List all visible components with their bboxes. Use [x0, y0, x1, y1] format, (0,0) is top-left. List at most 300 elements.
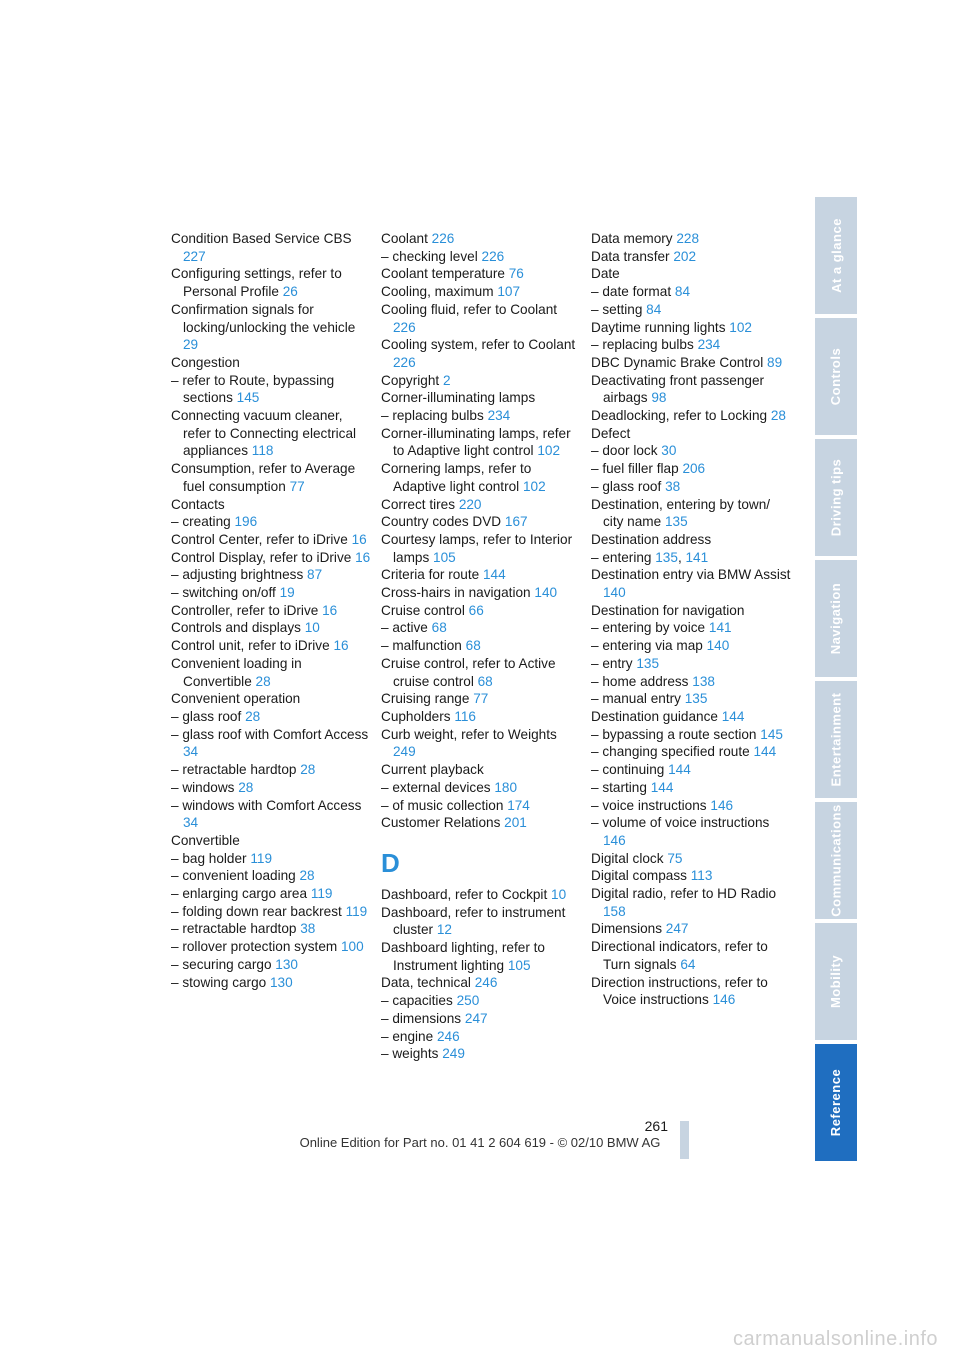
index-entry-text: Criteria for route [381, 567, 480, 583]
index-entry [381, 974, 581, 992]
index-entry [171, 708, 371, 726]
page-ref-link[interactable]: 144 [668, 762, 691, 778]
index-entry [171, 230, 371, 265]
index-entry-text: Cornering lamps, refer to Adaptive light control [381, 461, 532, 494]
index-entry-text: Cooling fluid, refer to Coolant [381, 301, 558, 317]
page-ref-link[interactable]: 84 [674, 284, 691, 300]
index-entry [171, 566, 371, 584]
page-ref-link[interactable]: 228 [676, 231, 700, 246]
index-entry-text: – active [381, 620, 428, 636]
index-entry-text: – glass roof [591, 478, 662, 494]
index-entry-text: Dashboard lighting, refer to Instrument lighting [381, 940, 545, 973]
section-tabs [815, 197, 857, 1165]
index-entry-text: Deactivating front passenger airbags [591, 372, 765, 406]
page-ref-link[interactable]: 87 [307, 567, 323, 583]
index-entry [591, 885, 791, 920]
index-entry [591, 655, 791, 673]
page-ref-link[interactable]: 105 [433, 549, 456, 565]
page-ref-link[interactable]: 119 [310, 886, 333, 902]
index-entry [591, 478, 791, 496]
page-ref-link[interactable]: 140 [534, 585, 558, 601]
index-entry-text: – home address [591, 673, 689, 689]
index-entry-text: – engine [381, 1028, 434, 1044]
tab-entertainment[interactable] [815, 681, 857, 798]
index-entry-text: Consumption, refer to Average fuel consumption [171, 461, 356, 494]
page-ref-link[interactable]: 119 [345, 903, 368, 919]
index-entry [591, 602, 791, 620]
index-entry [591, 814, 791, 849]
tab-navigation[interactable] [815, 560, 857, 677]
index-entry [591, 797, 791, 815]
page-ref-link[interactable]: 102 [537, 443, 561, 459]
tab-label: Driving tips [828, 458, 844, 537]
page-ref-link[interactable]: 145 [236, 390, 260, 406]
index-entry [381, 1045, 581, 1063]
index-entry [171, 584, 371, 602]
index-entry-text: Directional indicators, refer to Turn signals [591, 939, 768, 972]
page-ref-link[interactable]: 12 [436, 922, 452, 938]
index-entry [171, 867, 371, 885]
index-entry [171, 938, 371, 956]
index-entry [591, 637, 791, 655]
index-entry-text: Cruise control [381, 602, 465, 618]
index-entry [381, 619, 581, 637]
page-ref-link[interactable]: 234 [487, 408, 511, 424]
tab-controls[interactable] [815, 318, 857, 435]
index-entry [171, 797, 371, 832]
index-entry-text: Destination, entering by town/ city name [591, 496, 771, 530]
index-entry [381, 301, 581, 336]
index-entry [171, 460, 371, 495]
page-ref-link[interactable]: 140 [603, 585, 626, 601]
index-entry-text: Dimensions [591, 921, 663, 937]
index-entry-text: – continuing [591, 762, 665, 778]
index-entry-text: Controller, refer to iDrive [171, 602, 319, 618]
index-entry-text: – refer to Route, bypassing sections [171, 372, 335, 406]
page-ref-link[interactable]: 130 [270, 974, 293, 990]
page-ref-link[interactable]: 89 [767, 354, 783, 370]
index-entry [381, 886, 581, 904]
page-ref-link[interactable]: 226 [431, 231, 455, 246]
index-entry [381, 460, 581, 495]
index-entry-text: – replacing bulbs [381, 408, 484, 424]
index-entry [171, 885, 371, 903]
index-column-1 [171, 230, 371, 991]
index-entry [381, 761, 581, 779]
index-entry [381, 425, 581, 460]
page-ref-link[interactable]: 206 [682, 461, 706, 477]
page-ref-link[interactable]: 10 [304, 620, 320, 636]
index-entry-text: – retractable hardtop [171, 762, 297, 778]
page-ref-link[interactable]: 16 [333, 638, 349, 654]
index-entry [591, 248, 791, 266]
page-ref-link[interactable]: 68 [477, 673, 493, 689]
index-entry-text: – capacities [381, 993, 453, 1009]
tab-mobility[interactable] [815, 923, 857, 1040]
page-ref-link[interactable]: 77 [473, 691, 489, 707]
index-entry [591, 867, 791, 885]
index-entry-text: Cruise control, refer to Active cruise control [381, 655, 556, 689]
index-entry-text: – rollover protection system [171, 939, 338, 955]
index-column-2 [381, 230, 581, 1063]
page-ref-link[interactable]: 146 [603, 832, 626, 848]
index-entry [591, 974, 791, 1009]
index-entry-text: Data transfer [591, 248, 670, 264]
index-entry [381, 690, 581, 708]
index-entry-text: – securing cargo [171, 956, 272, 972]
page-ref-link[interactable]: 226 [481, 248, 505, 264]
page-ref-link[interactable]: 158 [603, 903, 626, 919]
page-ref-link[interactable]: 135 [636, 655, 660, 671]
index-entry-text: – switching on/off [171, 585, 276, 601]
index-entry [591, 743, 791, 761]
page-ref-link[interactable]: 246 [474, 975, 498, 991]
index-entry-text: – folding down rear backrest [171, 903, 342, 919]
index-entry [171, 407, 371, 460]
index-entry-text: Curb weight, refer to Weights [381, 726, 557, 742]
index-entry-text: Dashboard, refer to Cockpit [381, 886, 548, 902]
index-entry [381, 779, 581, 797]
index-entry [591, 673, 791, 691]
index-entry [381, 1010, 581, 1028]
page-ref-link[interactable]: 76 [508, 266, 524, 282]
tab-driving-tips[interactable] [815, 439, 857, 556]
index-entry [171, 779, 371, 797]
index-entry [591, 407, 791, 425]
page-ref-link[interactable]: 28 [238, 779, 254, 795]
index-entry-text: – windows [171, 779, 235, 795]
index-entry [591, 531, 791, 549]
page-ref-link[interactable]: 28 [770, 408, 786, 424]
index-entry [171, 513, 371, 531]
index-entry-text: Control unit, refer to iDrive [171, 638, 330, 654]
page-ref-link[interactable]: 141 [708, 620, 732, 636]
index-entry-text: – checking level [381, 248, 478, 264]
page-ref-link[interactable]: 146 [712, 992, 736, 1008]
index-entry [381, 904, 581, 939]
index-entry [171, 832, 371, 850]
index-entry [171, 549, 371, 567]
index-entry [591, 372, 791, 407]
index-entry [171, 637, 371, 655]
tab-label: Reference [828, 1068, 844, 1137]
tab-communications[interactable] [815, 802, 857, 919]
index-entry [591, 566, 791, 601]
page-ref-link[interactable]: 113 [690, 868, 713, 884]
page-ref-link[interactable]: 68 [431, 620, 447, 636]
index-entry-text: Control Center, refer to iDrive [171, 531, 348, 547]
index-entry-text: Convertible [171, 832, 240, 848]
index-entry-text: Dashboard, refer to instrument cluster [381, 904, 566, 938]
tab-label: Mobility [828, 954, 844, 1009]
page-ref-link[interactable]: 247 [665, 921, 689, 937]
index-entry-text: Convenient loading in Convertible [171, 655, 302, 689]
index-entry [591, 442, 791, 460]
index-entry-text: – adjusting brightness [171, 567, 304, 583]
page-ref-link[interactable]: 118 [251, 443, 274, 459]
page-ref-link[interactable]: 107 [497, 284, 521, 300]
page-ref-link[interactable]: 138 [692, 673, 715, 689]
index-entry-text: – weights [381, 1046, 439, 1062]
index-entry [171, 301, 371, 354]
page-ref-link[interactable]: 68 [465, 638, 481, 654]
index-entry-text: – enlarging cargo area [171, 886, 308, 902]
page-ref-link[interactable]: 38 [665, 478, 681, 494]
page-ref-link[interactable]: 250 [456, 993, 480, 1009]
page-ref-link[interactable]: 10 [551, 886, 567, 902]
page-number: 261 [644, 1118, 668, 1134]
index-entry-text: – setting [591, 301, 643, 317]
index-entry-text: – stowing cargo [171, 974, 267, 990]
page-ref-link[interactable]: 98 [651, 390, 667, 406]
index-entry [381, 814, 581, 832]
page-ref-link[interactable]: 234 [697, 337, 721, 353]
tab-at-a-glance[interactable] [815, 197, 857, 314]
page-ref-link[interactable]: 135 [655, 549, 678, 565]
page-ref-link[interactable]: 249 [393, 744, 416, 760]
page-ref-link[interactable]: 141 [685, 549, 709, 565]
index-entry-text: Coolant [381, 231, 428, 246]
index-entry-text: DBC Dynamic Brake Control [591, 354, 764, 370]
index-entry-text: Digital compass [591, 868, 687, 884]
page-ref-link[interactable]: 227 [183, 248, 206, 264]
index-entry-text: – retractable hardtop [171, 921, 297, 937]
index-entry [171, 496, 371, 514]
index-entry-text: – volume of voice instructions [591, 815, 770, 831]
index-entry [381, 265, 581, 283]
index-entry [381, 992, 581, 1010]
page-ref-link[interactable]: 34 [183, 815, 199, 831]
tab-label: Entertainment [828, 692, 844, 787]
index-entry [381, 1028, 581, 1046]
page-ref-link[interactable]: 196 [234, 514, 258, 530]
index-entry-text: Correct tires [381, 496, 456, 512]
index-entry [171, 690, 371, 708]
page-ref-link[interactable]: 146 [710, 797, 734, 813]
page-ref-link[interactable]: 66 [468, 602, 484, 618]
page-ref-link[interactable]: 102 [522, 478, 546, 494]
index-entry-text: Corner-illuminating lamps [381, 390, 536, 406]
index-entry-text: – windows with Comfort Access [171, 797, 362, 813]
index-entry-text: – of music collection [381, 797, 504, 813]
page-ref-link[interactable]: 119 [250, 850, 273, 866]
page-ref-link[interactable]: 38 [300, 921, 316, 937]
index-entry-text: – entry [591, 655, 633, 671]
index-entry-text: – starting [591, 779, 647, 795]
index-entry [591, 726, 791, 744]
index-entry [381, 708, 581, 726]
index-entry [591, 265, 791, 283]
index-entry-text: – bypassing a route section [591, 726, 757, 742]
index-entry-text: Cupholders [381, 708, 451, 724]
index-entry-text: Cross-hairs in navigation [381, 585, 531, 601]
index-entry [591, 496, 791, 531]
index-entry-text: Daytime running lights [591, 319, 726, 335]
index-entry-text: Confirmation signals for locking/unlocking the vehicle [171, 301, 356, 335]
watermark: carmanualsonline.info [732, 1328, 938, 1350]
page-ref-link[interactable]: 140 [706, 638, 730, 654]
page-ref-link[interactable]: 201 [504, 815, 527, 831]
index-entry-text: Defect [591, 425, 631, 441]
index-entry-text: – fuel filler flap [591, 461, 679, 477]
index-entry [171, 531, 371, 549]
index-entry-text: Coolant temperature [381, 266, 505, 282]
index-entry [381, 602, 581, 620]
index-entry-text: – entering [591, 549, 652, 565]
page-ref-link[interactable]: 135 [684, 691, 708, 707]
index-entry [591, 301, 791, 319]
index-entry-text: Destination guidance [591, 708, 718, 724]
index-entry [381, 655, 581, 690]
page-ref-link[interactable]: 102 [729, 319, 752, 335]
index-entry [171, 602, 371, 620]
page-ref-link[interactable]: 202 [673, 248, 697, 264]
index-entry-text: Data, technical [381, 975, 471, 991]
index-entry-text: Courtesy lamps, refer to Interior lamps [381, 531, 573, 565]
page-ref-link[interactable]: 16 [351, 531, 367, 547]
index-entry [171, 974, 371, 992]
index-entry [381, 584, 581, 602]
page-ref-link[interactable]: 16 [322, 602, 338, 618]
page-ref-link[interactable]: 145 [760, 726, 783, 742]
index-entry [591, 319, 791, 337]
index-entry [381, 531, 581, 566]
index-entry [591, 336, 791, 354]
page-ref-link[interactable]: 100 [341, 939, 364, 955]
index-entry-text: Copyright [381, 372, 440, 388]
page-ref-link[interactable]: 247 [464, 1010, 488, 1026]
page-ref-link[interactable]: 135 [664, 514, 688, 530]
page-ref-link[interactable]: 105 [507, 957, 531, 973]
page-ref-link[interactable]: 2 [442, 372, 451, 388]
page-ref-link[interactable]: 34 [183, 744, 199, 760]
page-ref-link[interactable]: 144 [650, 779, 674, 795]
page-ref-link[interactable]: 144 [483, 567, 506, 583]
index-entry-text: Cruising range [381, 691, 470, 707]
index-entry [381, 372, 581, 390]
page-ref-link[interactable]: 226 [393, 354, 416, 370]
index-entry [381, 939, 581, 974]
index-entry-text: Congestion [171, 354, 240, 370]
index-entry-text: – external devices [381, 779, 491, 795]
index-entry [591, 619, 791, 637]
index-entry-text: – glass roof [171, 708, 242, 724]
tab-label: At a glance [828, 218, 844, 293]
index-entry [381, 230, 581, 248]
index-entry-text: – glass roof with Comfort Access [171, 726, 369, 742]
index-entry-text: – convenient loading [171, 868, 296, 884]
index-entry-text: Contacts [171, 496, 225, 512]
page-ref-link[interactable]: 64 [680, 956, 696, 972]
index-entry [591, 283, 791, 301]
page-ref-link[interactable]: 29 [183, 337, 199, 353]
index-entry [591, 690, 791, 708]
index-entry [591, 708, 791, 726]
page-ref-link[interactable]: 77 [289, 478, 305, 494]
page-ref-link[interactable]: 26 [282, 284, 298, 300]
page-ref-link[interactable]: 16 [355, 549, 371, 565]
page-ref-link[interactable]: 28 [300, 762, 316, 778]
index-entry [591, 850, 791, 868]
index-entry [381, 726, 581, 761]
index-entry [171, 619, 371, 637]
page-ref-link[interactable]: 84 [646, 301, 662, 317]
page-ref-link[interactable]: 220 [458, 496, 482, 512]
index-entry [591, 230, 791, 248]
index-entry [381, 637, 581, 655]
index-entry-text: Corner-illuminating lamps, refer to Adaptive light control [381, 425, 571, 459]
tab-label: Controls [828, 347, 844, 406]
page-ref-link[interactable]: 19 [279, 585, 295, 601]
index-entry [591, 761, 791, 779]
index-entry-text: Cooling, maximum [381, 284, 494, 300]
index-column-3 [591, 230, 791, 1009]
index-entry-text: Cooling system, refer to Coolant [381, 337, 576, 353]
index-entry-text: Destination entry via BMW Assist [591, 567, 791, 583]
page-ref-link[interactable]: 249 [442, 1046, 465, 1062]
index-entry [381, 797, 581, 815]
index-entry [171, 956, 371, 974]
index-entry-text: – voice instructions [591, 797, 707, 813]
page-ref-link[interactable]: 180 [494, 779, 518, 795]
page-ref-link[interactable]: 226 [393, 319, 416, 335]
index-entry-text: Controls and displays [171, 620, 301, 636]
index-entry [591, 460, 791, 478]
index-entry-text: Digital clock [591, 850, 664, 866]
index-entry [171, 726, 371, 761]
index-entry [381, 283, 581, 301]
page-ref-link[interactable]: 174 [507, 797, 530, 813]
index-entry [381, 407, 581, 425]
page-ref-link[interactable]: 28 [299, 868, 315, 884]
index-entry-text: – bag holder [171, 850, 247, 866]
index-entry-text: Connecting vacuum cleaner, refer to Connecting electrical appliances [171, 408, 357, 459]
page-ref-link[interactable]: 246 [436, 1028, 460, 1044]
index-entry-text: – entering via map [591, 638, 703, 654]
footer-edition: Online Edition for Part no. 01 41 2 604 619 - © 02/10 BMW AG [299, 1135, 661, 1150]
index-entry-text: Destination for navigation [591, 602, 745, 618]
index-entry-text: Data memory [591, 231, 673, 246]
index-entry-text: Country codes DVD [381, 514, 502, 530]
index-entry-text: – dimensions [381, 1010, 462, 1026]
index-entry-text: – door lock [591, 443, 658, 459]
index-entry [591, 425, 791, 443]
page-ref-link[interactable]: 75 [667, 850, 683, 866]
index-entry-text: Destination address [591, 531, 712, 547]
index-entry-text: Control Display, refer to iDrive [171, 549, 352, 565]
index-entry-text: Date [591, 266, 620, 282]
page-ref-link[interactable]: 28 [255, 673, 271, 689]
index-entry-text: – replacing bulbs [591, 337, 694, 353]
index-entry-text: – entering by voice [591, 620, 706, 636]
index-entry-text: – date format [591, 284, 672, 300]
index-entry [381, 389, 581, 407]
page-ref-link[interactable]: 144 [721, 708, 745, 724]
page-ref-link[interactable]: 167 [504, 514, 528, 530]
index-entry-text: Deadlocking, refer to Locking [591, 408, 768, 424]
index-entry [171, 761, 371, 779]
index-entry [591, 920, 791, 938]
index-entry [171, 655, 371, 690]
index-entry [591, 779, 791, 797]
page-ref-link[interactable]: 144 [753, 744, 777, 760]
page-ref-link[interactable]: 28 [245, 708, 261, 724]
index-entry-text: Customer Relations [381, 815, 501, 831]
page-ref-link[interactable]: 130 [275, 956, 298, 972]
page-ref-link[interactable]: 30 [661, 443, 677, 459]
index-entry-text: – malfunction [381, 638, 462, 654]
page-ref-link[interactable]: 116 [454, 708, 476, 724]
